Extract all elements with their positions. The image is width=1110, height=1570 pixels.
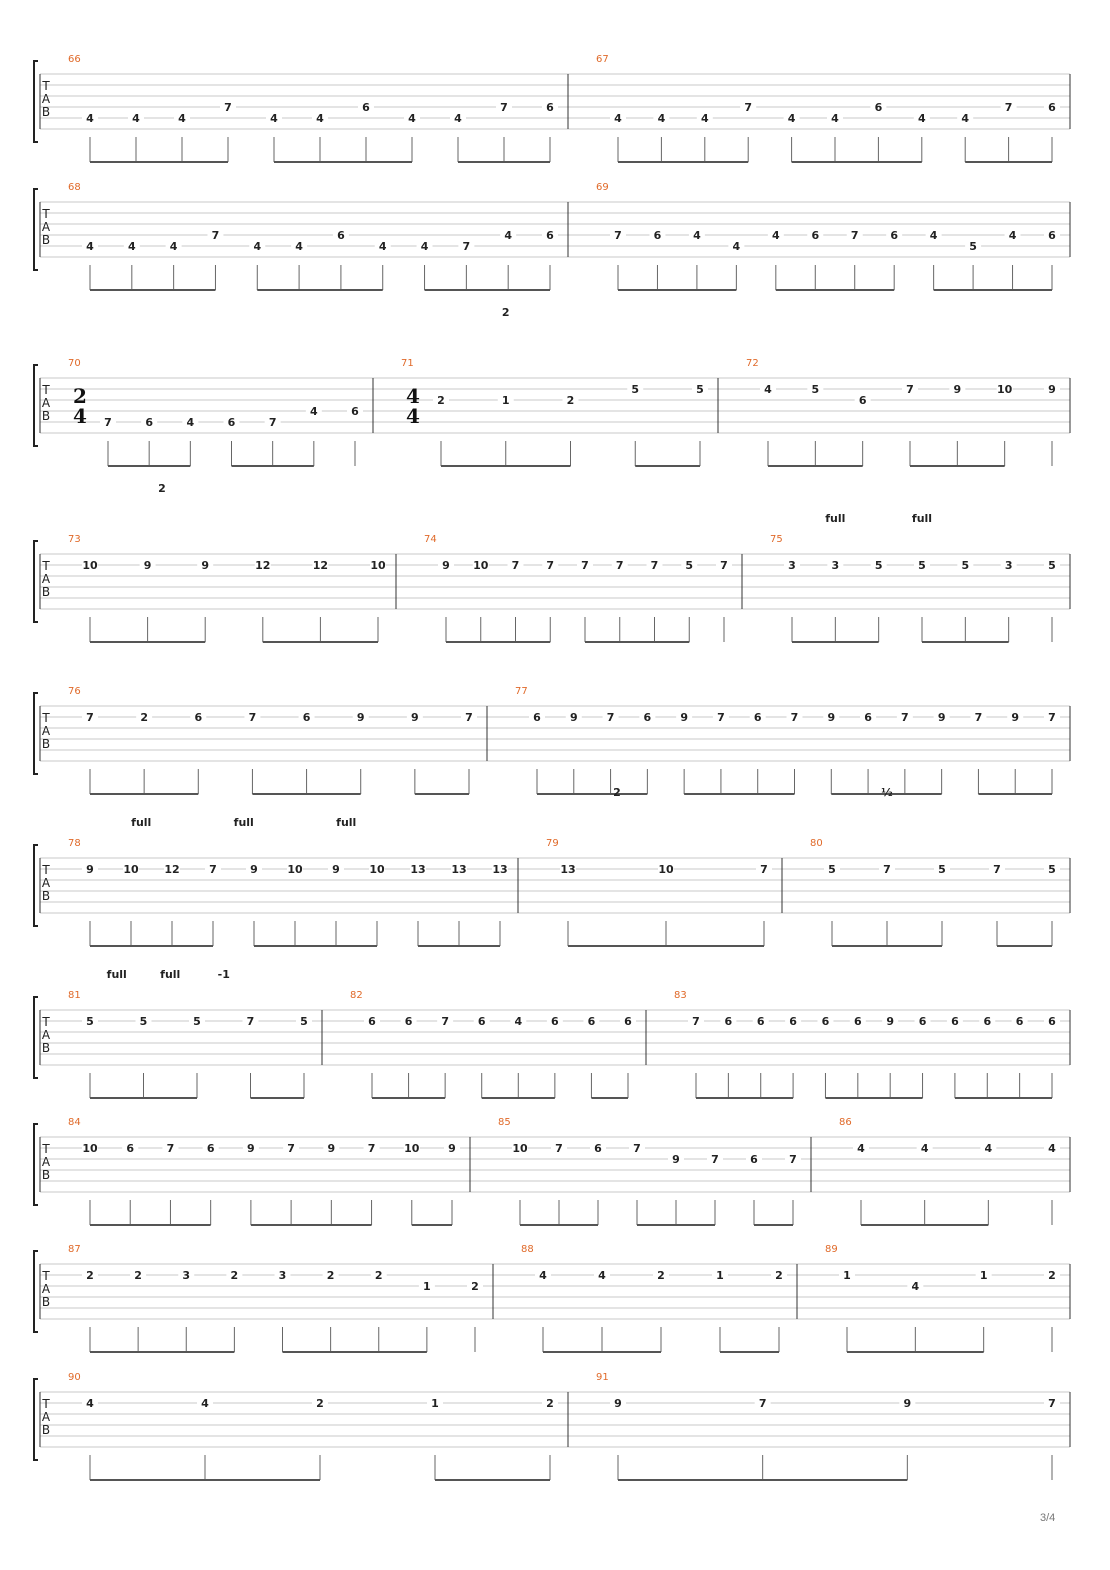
system-brace (34, 1251, 38, 1332)
bend-annotation: full (911, 512, 933, 525)
fret-note: 13 (560, 863, 576, 876)
fret-note: 4 (514, 1015, 523, 1028)
fret-note: 1 (979, 1269, 988, 1282)
fret-note: 5 (685, 559, 694, 572)
fret-note: 6 (724, 1015, 733, 1028)
fret-note: 7 (883, 863, 891, 876)
fret-note: 4 (984, 1142, 993, 1155)
fret-note: 7 (606, 711, 615, 724)
bend-annotation: 2 (613, 786, 621, 799)
tab-label: T (42, 1269, 50, 1283)
bend-annotation: -1 (217, 968, 230, 981)
tab-label: T (42, 1015, 50, 1029)
system-brace (34, 365, 38, 446)
fret-note: 10 (473, 559, 489, 572)
fret-note: 10 (82, 1142, 98, 1155)
bend-annotation: full (106, 968, 127, 981)
fret-note: 4 (169, 240, 178, 253)
measure-number: 67 (596, 54, 609, 65)
fret-note: 7 (789, 1153, 797, 1166)
fret-note: 6 (811, 229, 820, 242)
fret-note: 7 (1004, 101, 1013, 114)
fret-note: 6 (145, 416, 153, 429)
fret-note: 6 (653, 229, 662, 242)
time-signature-top: 2 (73, 384, 87, 408)
fret-note: 13 (492, 863, 508, 876)
fret-note: 6 (546, 101, 554, 114)
tab-label: T (42, 1397, 50, 1411)
fret-note: 7 (633, 1142, 641, 1155)
fret-note: 7 (692, 1015, 700, 1028)
fret-note: 4 (1008, 229, 1017, 242)
fret-note: 9 (886, 1015, 895, 1028)
measure-number: 86 (839, 1117, 852, 1128)
time-signature-top: 4 (406, 384, 420, 408)
bend-annotation: ½ (881, 786, 893, 799)
fret-note: 9 (327, 1142, 336, 1155)
fret-note: 6 (918, 1015, 927, 1028)
fret-note: 7 (246, 1015, 255, 1028)
system-brace (34, 1379, 38, 1460)
fret-note: 4 (310, 405, 318, 418)
fret-note: 1 (501, 394, 510, 407)
tab-label: T (42, 559, 50, 573)
fret-note: 9 (953, 383, 962, 396)
tab-label: T (42, 79, 50, 93)
fret-note: 6 (337, 229, 345, 242)
fret-note: 13 (410, 863, 426, 876)
fret-note: 2 (230, 1269, 239, 1282)
fret-note: 4 (700, 112, 709, 125)
fret-note: 3 (831, 559, 840, 572)
fret-note: 6 (951, 1015, 959, 1028)
measure-number: 70 (68, 358, 81, 369)
tab-label: T (42, 207, 50, 221)
fret-note: 5 (193, 1015, 201, 1028)
fret-note: 6 (1048, 101, 1056, 114)
time-signature-bottom: 4 (73, 404, 87, 428)
measure-number: 81 (68, 990, 81, 1001)
fret-note: 6 (864, 711, 872, 724)
bend-annotation: 2 (158, 482, 166, 495)
fret-note: 7 (511, 559, 520, 572)
fret-note: 7 (546, 559, 555, 572)
fret-note: 9 (143, 559, 152, 572)
fret-note: 6 (587, 1015, 596, 1028)
fret-note: 4 (917, 112, 926, 125)
fret-note: 13 (451, 863, 467, 876)
fret-note: 4 (295, 240, 303, 253)
fret-note: 1 (843, 1269, 851, 1282)
measure-number: 75 (770, 534, 783, 545)
fret-note: 12 (164, 863, 180, 876)
fret-note: 10 (370, 559, 386, 572)
measure-number: 80 (810, 838, 823, 849)
fret-note: 6 (853, 1015, 862, 1028)
fret-note: 1 (431, 1397, 439, 1410)
fret-note: 4 (614, 112, 622, 125)
measure-number: 72 (746, 358, 759, 369)
fret-note: 6 (546, 229, 554, 242)
fret-note: 10 (123, 863, 139, 876)
fret-note: 9 (442, 559, 450, 572)
measure-number: 74 (424, 534, 437, 545)
fret-note: 6 (227, 416, 236, 429)
fret-note: 6 (404, 1015, 413, 1028)
measure-number: 69 (596, 182, 609, 193)
fret-note: 9 (672, 1153, 680, 1166)
fret-note: 7 (790, 711, 799, 724)
fret-note: 2 (134, 1269, 142, 1282)
system-brace (34, 845, 38, 926)
tab-label: A (41, 92, 51, 106)
measure-number: 89 (825, 1244, 838, 1255)
fret-note: 10 (82, 559, 98, 572)
measure-number: 88 (521, 1244, 534, 1255)
fret-note: 6 (1048, 1015, 1056, 1028)
measure-number: 71 (401, 358, 414, 369)
fret-note: 7 (465, 711, 473, 724)
bend-annotation: full (160, 968, 181, 981)
tab-label: B (41, 1168, 51, 1182)
fret-note: 4 (454, 112, 462, 125)
fret-note: 6 (1015, 1015, 1024, 1028)
fret-note: 7 (760, 863, 768, 876)
fret-note: 5 (139, 1015, 148, 1028)
fret-note: 4 (693, 229, 701, 242)
fret-note: 4 (132, 112, 140, 125)
fret-note: 9 (903, 1397, 912, 1410)
fret-note: 5 (696, 383, 704, 396)
measure-number: 68 (68, 182, 81, 193)
fret-note: 7 (974, 711, 983, 724)
measure-number: 76 (68, 686, 81, 697)
fret-note: 2 (657, 1269, 665, 1282)
bend-annotation: full (233, 816, 254, 829)
fret-note: 9 (827, 711, 836, 724)
fret-note: 4 (911, 1280, 920, 1293)
fret-note: 5 (938, 863, 946, 876)
tab-label: A (41, 220, 51, 234)
fret-note: 4 (787, 112, 796, 125)
system-brace (34, 1124, 38, 1205)
measure-number: 90 (68, 1372, 81, 1383)
system-brace (34, 693, 38, 774)
fret-note: 10 (512, 1142, 528, 1155)
fret-note: 4 (961, 112, 970, 125)
fret-note: 9 (332, 863, 340, 876)
fret-note: 7 (1048, 1397, 1056, 1410)
fret-note: 7 (993, 863, 1001, 876)
fret-note: 2 (1048, 1269, 1056, 1282)
fret-note: 2 (566, 394, 575, 407)
fret-note: 6 (194, 711, 203, 724)
fret-note: 5 (811, 383, 820, 396)
fret-note: 7 (248, 711, 257, 724)
fret-note: 3 (182, 1269, 191, 1282)
bend-annotation: full (825, 512, 846, 525)
fret-note: 7 (615, 559, 624, 572)
fret-note: 9 (250, 863, 258, 876)
fret-note: 7 (758, 1397, 767, 1410)
fret-note: 6 (753, 711, 762, 724)
tab-label: B (41, 1041, 51, 1055)
system-brace (34, 997, 38, 1078)
fret-note: 5 (969, 240, 977, 253)
fret-note: 7 (86, 711, 94, 724)
tab-label: A (41, 1155, 51, 1169)
fret-note: 7 (555, 1142, 563, 1155)
tab-label: A (41, 1410, 51, 1424)
fret-note: 9 (86, 863, 94, 876)
fret-note: 10 (404, 1142, 420, 1155)
fret-note: 2 (140, 711, 148, 724)
bend-annotation: full (131, 816, 152, 829)
fret-note: 2 (316, 1397, 324, 1410)
fret-note: 3 (1004, 559, 1013, 572)
tab-label: A (41, 724, 51, 738)
fret-note: 6 (858, 394, 867, 407)
fret-note: 6 (890, 229, 899, 242)
fret-note: 7 (650, 559, 659, 572)
fret-note: 7 (1048, 711, 1056, 724)
fret-note: 6 (206, 1142, 215, 1155)
fret-note: 5 (1048, 559, 1056, 572)
fret-note: 10 (369, 863, 385, 876)
fret-note: 4 (598, 1269, 606, 1282)
fret-note: 1 (423, 1280, 431, 1293)
fret-note: 12 (255, 559, 271, 572)
fret-note: 7 (500, 101, 508, 114)
fret-note: 4 (86, 1397, 94, 1410)
measure-number: 83 (674, 990, 687, 1001)
fret-note: 7 (211, 229, 220, 242)
fret-note: 9 (411, 711, 419, 724)
fret-note: 9 (247, 1142, 255, 1155)
fret-note: 4 (186, 416, 195, 429)
tab-label: T (42, 863, 50, 877)
fret-note: 4 (857, 1142, 865, 1155)
fret-note: 2 (86, 1269, 94, 1282)
fret-note: 7 (717, 711, 725, 724)
fret-note: 2 (437, 394, 445, 407)
fret-note: 4 (408, 112, 416, 125)
page-number: 3/4 (1040, 1512, 1056, 1524)
measure-number: 84 (68, 1117, 81, 1128)
fret-note: 6 (789, 1015, 797, 1028)
fret-note: 6 (477, 1015, 486, 1028)
fret-note: 9 (680, 711, 688, 724)
fret-note: 6 (821, 1015, 830, 1028)
fret-note: 4 (539, 1269, 547, 1282)
fret-note: 5 (300, 1015, 308, 1028)
fret-note: 2 (546, 1397, 554, 1410)
fret-note: 4 (86, 112, 94, 125)
fret-note: 6 (302, 711, 311, 724)
fret-note: 9 (356, 711, 365, 724)
fret-note: 4 (920, 1142, 929, 1155)
fret-note: 4 (657, 112, 666, 125)
fret-note: 7 (720, 559, 728, 572)
fret-note: 4 (420, 240, 429, 253)
fret-note: 4 (1048, 1142, 1056, 1155)
fret-note: 5 (631, 383, 640, 396)
fret-note: 5 (86, 1015, 94, 1028)
fret-note: 2 (775, 1269, 783, 1282)
measure-number: 77 (515, 686, 528, 697)
fret-note: 5 (874, 559, 883, 572)
fret-note: 4 (253, 240, 262, 253)
fret-note: 7 (906, 383, 914, 396)
tab-label: A (41, 396, 51, 410)
fret-note: 6 (351, 405, 359, 418)
fret-note: 4 (270, 112, 278, 125)
fret-note: 6 (362, 101, 370, 114)
fret-note: 4 (504, 229, 513, 242)
fret-note: 1 (716, 1269, 724, 1282)
measure-number: 82 (350, 990, 363, 1001)
fret-note: 7 (209, 863, 217, 876)
tab-label: A (41, 572, 51, 586)
fret-note: 4 (732, 240, 741, 253)
tab-label: T (42, 383, 50, 397)
fret-note: 6 (1048, 229, 1056, 242)
fret-note: 2 (374, 1269, 383, 1282)
measure-number: 79 (546, 838, 559, 849)
fret-note: 4 (316, 112, 324, 125)
fret-note: 9 (1048, 383, 1056, 396)
tab-label: T (42, 711, 50, 725)
fret-note: 6 (126, 1142, 135, 1155)
tab-label: B (41, 1423, 51, 1437)
tab-label: T (42, 1142, 50, 1156)
fret-note: 7 (268, 416, 277, 429)
tab-label: A (41, 1282, 51, 1296)
fret-note: 4 (929, 229, 938, 242)
fret-note: 6 (624, 1015, 632, 1028)
fret-note: 7 (850, 229, 859, 242)
fret-note: 9 (448, 1142, 456, 1155)
fret-note: 6 (750, 1153, 758, 1166)
bend-annotation: 2 (501, 306, 510, 319)
fret-note: 4 (86, 240, 94, 253)
fret-note: 6 (874, 101, 883, 114)
fret-note: 7 (441, 1015, 449, 1028)
fret-note: 6 (368, 1015, 376, 1028)
measure-number: 66 (68, 54, 81, 65)
fret-note: 5 (1048, 863, 1056, 876)
tab-label: A (41, 876, 51, 890)
fret-note: 7 (104, 416, 112, 429)
fret-note: 4 (201, 1397, 209, 1410)
system-brace (34, 541, 38, 622)
fret-note: 10 (997, 383, 1013, 396)
bend-annotation: full (336, 816, 357, 829)
fret-note: 7 (581, 559, 589, 572)
fret-note: 6 (756, 1015, 765, 1028)
measure-number: 73 (68, 534, 81, 545)
fret-note: 7 (166, 1142, 175, 1155)
fret-note: 5 (961, 559, 970, 572)
tab-label: B (41, 585, 51, 599)
tab-label: B (41, 889, 51, 903)
fret-note: 7 (901, 711, 909, 724)
fret-note: 9 (1011, 711, 1020, 724)
fret-note: 2 (326, 1269, 335, 1282)
fret-note: 4 (378, 240, 387, 253)
fret-note: 3 (278, 1269, 287, 1282)
fret-note: 6 (551, 1015, 559, 1028)
tab-label: B (41, 1295, 51, 1309)
system-brace (34, 61, 38, 142)
fret-note: 3 (788, 559, 796, 572)
fret-note: 5 (918, 559, 926, 572)
tab-label: B (41, 233, 51, 247)
fret-note: 9 (614, 1397, 622, 1410)
tab-label: B (41, 105, 51, 119)
fret-note: 7 (614, 229, 622, 242)
fret-note: 7 (744, 101, 753, 114)
fret-note: 4 (771, 229, 780, 242)
fret-note: 2 (471, 1280, 479, 1293)
fret-note: 10 (658, 863, 674, 876)
fret-note: 12 (312, 559, 329, 572)
system-brace (34, 189, 38, 270)
fret-note: 7 (711, 1153, 719, 1166)
measure-number: 85 (498, 1117, 511, 1128)
fret-note: 7 (367, 1142, 376, 1155)
fret-note: 9 (201, 559, 210, 572)
fret-note: 9 (937, 711, 946, 724)
measure-number: 91 (596, 1372, 609, 1383)
tab-label: A (41, 1028, 51, 1042)
fret-note: 5 (828, 863, 836, 876)
fret-note: 7 (462, 240, 471, 253)
fret-note: 6 (533, 711, 541, 724)
fret-note: 4 (178, 112, 186, 125)
time-signature-bottom: 4 (406, 404, 420, 428)
fret-note: 9 (569, 711, 578, 724)
fret-note: 10 (287, 863, 303, 876)
fret-note: 6 (983, 1015, 992, 1028)
fret-note: 6 (594, 1142, 602, 1155)
tab-label: B (41, 409, 51, 423)
fret-note: 4 (764, 383, 772, 396)
fret-note: 4 (127, 240, 136, 253)
fret-note: 4 (831, 112, 839, 125)
tab-label: B (41, 737, 51, 751)
measure-number: 87 (68, 1244, 81, 1255)
fret-note: 7 (287, 1142, 295, 1155)
fret-note: 7 (224, 101, 232, 114)
measure-number: 78 (68, 838, 81, 849)
fret-note: 6 (643, 711, 652, 724)
